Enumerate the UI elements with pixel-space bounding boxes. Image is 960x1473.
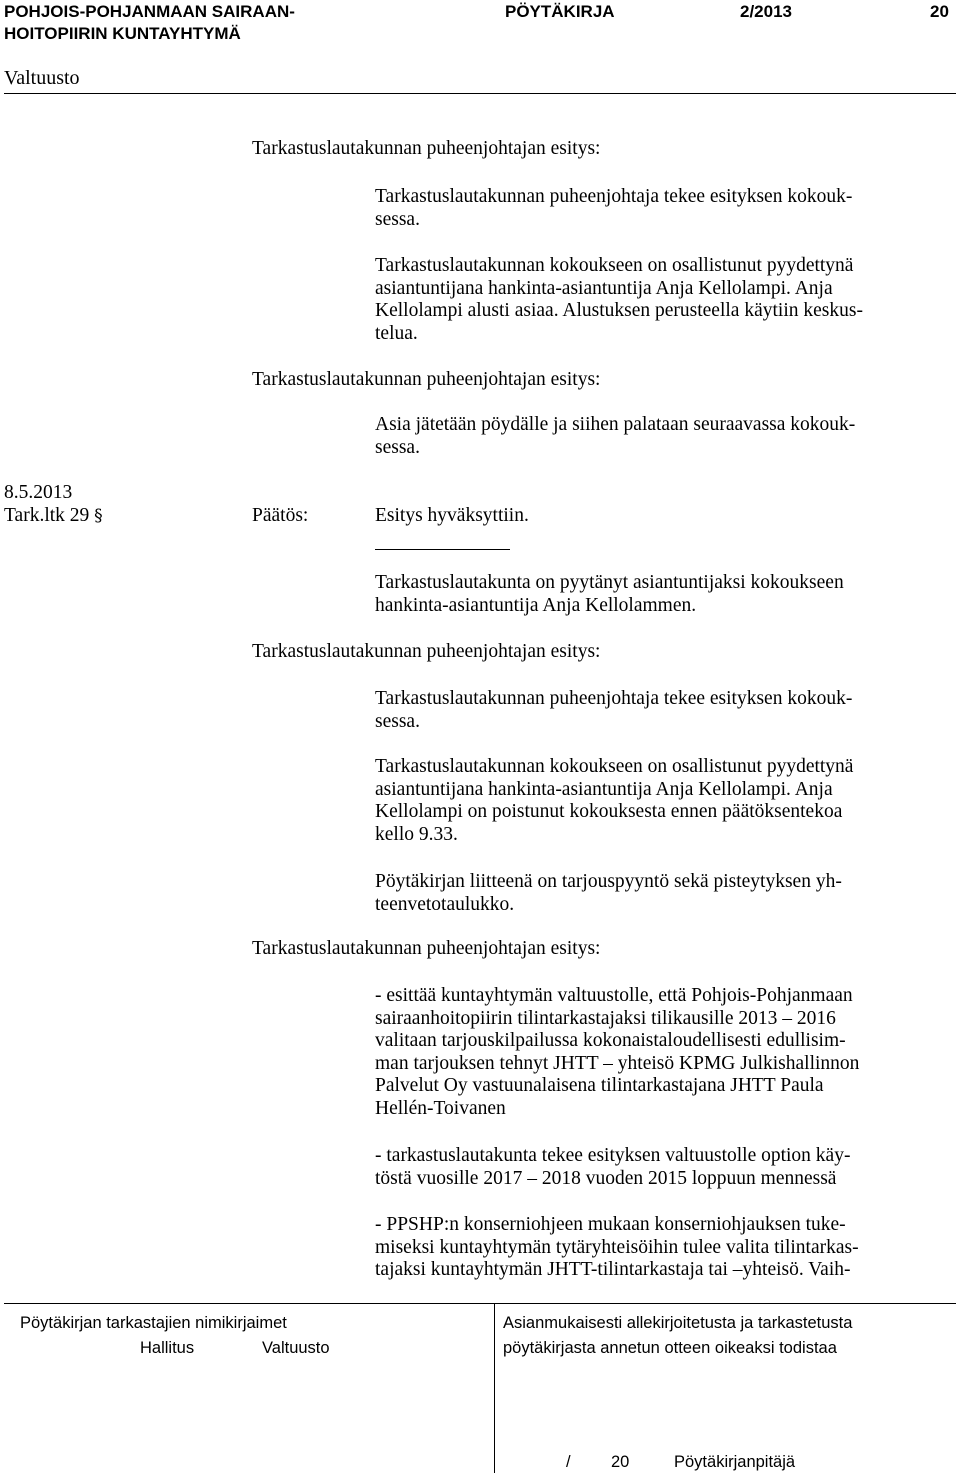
year-fragment: 20 xyxy=(611,1453,630,1471)
section1-para2 xyxy=(375,255,945,345)
header-divider xyxy=(4,93,956,94)
decision-separator xyxy=(375,549,510,550)
text-line: Tarkastuslautakunnan kokoukseen on osallistunut pyydettynä xyxy=(375,756,854,777)
text-line: telua. xyxy=(375,322,418,344)
proposal-item-1 xyxy=(375,985,945,1120)
text-line: Pöytäkirjan liitteenä on tarjouspyyntö sekä pisteytyksen yh- xyxy=(375,871,842,892)
section-sign: § xyxy=(94,506,103,526)
text-line: asiantuntijana hankinta-asiantuntija Anja Kellolampi. Anja xyxy=(375,277,833,299)
org-name-line1: POHJOIS-POHJANMAAN SAIRAAN- xyxy=(4,2,295,21)
text-line: sessa. xyxy=(375,436,420,458)
certification-line2: pöytäkirjasta annetun otteen oikeaksi todistaa xyxy=(503,1339,837,1357)
section3-para1 xyxy=(375,688,945,733)
decision-text: Esitys hyväksyttiin. xyxy=(375,505,529,526)
initials-board-label: Hallitus xyxy=(140,1339,195,1357)
text-line: Tarkastuslautakunnan puheenjohtaja tekee esityksen kokouk- xyxy=(375,186,853,207)
meeting-ref xyxy=(4,505,103,528)
doc-type: PÖYTÄKIRJA xyxy=(505,2,615,21)
initials-council-label: Valtuusto xyxy=(262,1339,330,1357)
section2-para1 xyxy=(375,414,945,459)
text-line: Tarkastuslautakunnan kokoukseen on osallistunut pyydettynä xyxy=(375,255,854,276)
section1-heading: Tarkastuslautakunnan puheenjohtajan esitys: xyxy=(252,138,601,159)
text-line: töstä vuosille 2017 – 2018 vuoden 2015 loppuun mennessä xyxy=(375,1167,837,1189)
text-line: Kellolampi alusti asiaa. Alustuksen perusteella käytiin keskus- xyxy=(375,300,863,321)
section3-heading: Tarkastuslautakunnan puheenjohtajan esitys: xyxy=(252,641,601,662)
agenda-ref: Tark.ltk 29 xyxy=(4,505,90,526)
text-line: man tarjouksen tehnyt JHTT – yhteisö KPMG Julkishallinnon xyxy=(375,1052,860,1074)
text-line: teenvetotaulukko. xyxy=(375,893,515,915)
text-line: tajaksi kuntayhtymän JHTT-tilintarkastaja tai –yhteisö. Vaih- xyxy=(375,1259,851,1280)
text-line: Palvelut Oy vastuunalaisena tilintarkastajana JHTT Paula xyxy=(375,1075,824,1096)
text-line: sairaanhoitopiirin tilintarkastajaksi tilikausille 2013 – 2016 xyxy=(375,1007,836,1029)
text-line: asiantuntijana hankinta-asiantuntija Anja Kellolampi. Anja xyxy=(375,778,833,800)
section3-intro xyxy=(375,572,945,617)
text-line: - PPSHP:n konserniohjeen mukaan konserniohjauksen tuke- xyxy=(375,1214,846,1235)
org-name-line2: HOITOPIIRIN KUNTAYHTYMÄ xyxy=(4,24,241,43)
text-line: sessa. xyxy=(375,710,420,732)
section4-heading: Tarkastuslautakunnan puheenjohtajan esitys: xyxy=(252,938,601,959)
text-line: - tarkastuslautakunta tekee esityksen valtuustolle option käy- xyxy=(375,1145,851,1166)
meeting-date: 8.5.2013 xyxy=(4,482,73,503)
decision-label: Päätös: xyxy=(252,505,309,526)
text-line: valitaan tarjouskilpailussa kokonaistaloudellisesti edullisim- xyxy=(375,1030,846,1051)
proposal-item-2 xyxy=(375,1145,945,1190)
text-line: miseksi kuntayhtymän tytäryhteisöihin tulee valita tilintarkas- xyxy=(375,1236,859,1258)
proposal-item-3 xyxy=(375,1214,945,1282)
text-line: sessa. xyxy=(375,208,420,230)
text-line: Tarkastuslautakunta on pyytänyt asiantuntijaksi kokoukseen xyxy=(375,572,844,593)
text-line: kello 9.33. xyxy=(375,823,458,845)
section3-para2 xyxy=(375,756,945,846)
minutes-keeper-label: Pöytäkirjanpitäjä xyxy=(674,1453,796,1471)
initials-title: Pöytäkirjan tarkastajien nimikirjaimet xyxy=(20,1314,287,1332)
doc-number: 2/2013 xyxy=(740,2,792,21)
page-number: 20 xyxy=(930,2,949,21)
text-line: Hellén-Toivanen xyxy=(375,1097,506,1119)
text-line: Kellolampi on poistunut kokouksesta ennen päätöksentekoa xyxy=(375,801,843,822)
footer-divider xyxy=(4,1303,956,1304)
section2-heading: Tarkastuslautakunnan puheenjohtajan esitys: xyxy=(252,369,601,390)
text-line: Tarkastuslautakunnan puheenjohtaja tekee esityksen kokouk- xyxy=(375,688,853,709)
certification-line1: Asianmukaisesti allekirjoitetusta ja tarkastetusta xyxy=(503,1314,853,1332)
text-line: hankinta-asiantuntija Anja Kellolammen. xyxy=(375,594,697,616)
text-line: - esittää kuntayhtymän valtuustolle, että Pohjois-Pohjanmaan xyxy=(375,985,853,1006)
section3-para3 xyxy=(375,871,945,916)
text-line: Asia jätetään pöydälle ja siihen palataan seuraavassa kokouk- xyxy=(375,414,856,435)
footer-column-divider xyxy=(494,1303,495,1473)
date-slash: / xyxy=(566,1453,571,1471)
body-name: Valtuusto xyxy=(4,67,80,89)
section1-para1 xyxy=(375,186,945,231)
